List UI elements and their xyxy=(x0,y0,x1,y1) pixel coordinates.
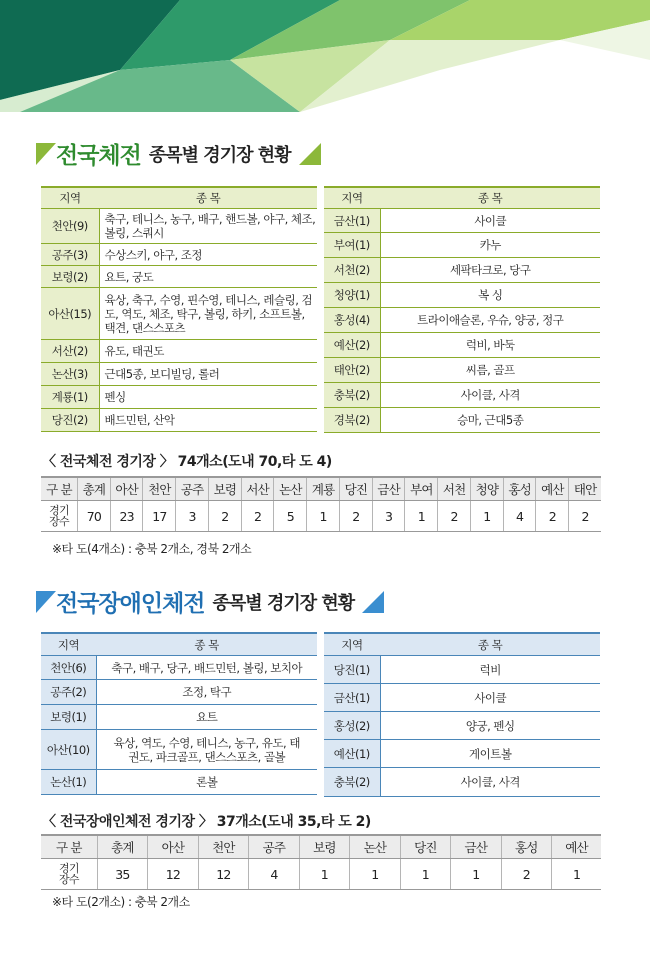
count-value: 2 xyxy=(569,501,601,532)
count-value: 12 xyxy=(148,859,198,890)
region-cell: 논산(1) xyxy=(41,770,96,795)
count-value: 2 xyxy=(438,501,471,532)
region-cell: 충북(2) xyxy=(324,768,380,797)
section1-title-big: 전국체전 xyxy=(56,143,141,169)
header-region: 지역 xyxy=(324,633,380,656)
count-label-line1: 경기 xyxy=(59,862,79,875)
sports-cell: 사이클, 사격 xyxy=(380,383,600,408)
section2-title-small: 종목별 경기장 현황 xyxy=(212,592,355,614)
region-cell: 태안(2) xyxy=(324,358,380,383)
sports-cell: 근대5종, 보디빌딩, 롤러 xyxy=(99,363,317,386)
header-sports: 종 목 xyxy=(96,633,317,656)
sports-cell: 양궁, 펜싱 xyxy=(380,712,600,740)
sports-cell: 육상, 역도, 수영, 테니스, 농구, 유도, 태권도, 파크골프, 댄스스포츠, 골볼 xyxy=(96,730,317,770)
sports-cell: 럭비 xyxy=(380,656,600,684)
count-header: 구 분 xyxy=(41,477,77,501)
count-value: 1 xyxy=(470,501,503,532)
sports-cell: 사이클, 사격 xyxy=(380,768,600,797)
count-value: 1 xyxy=(400,859,450,890)
count-value: 17 xyxy=(143,501,176,532)
count-header: 구 분 xyxy=(41,835,97,859)
sports-cell: 요트 xyxy=(96,705,317,730)
count-row-label xyxy=(41,501,77,532)
region-cell: 공주(3) xyxy=(41,244,99,266)
sports-cell: 승마, 근대5종 xyxy=(380,408,600,433)
sports-cell: 트라이애슬론, 우슈, 양궁, 정구 xyxy=(380,308,600,333)
region-cell: 천안(6) xyxy=(41,656,96,680)
header-sports: 종 목 xyxy=(380,633,600,656)
count-header: 당진 xyxy=(339,477,372,501)
header-sports: 종 목 xyxy=(99,187,317,209)
section2-note: ※타 도(2개소) : 충북 2개소 xyxy=(52,895,190,909)
count-header: 논산 xyxy=(274,477,307,501)
region-cell: 공주(2) xyxy=(41,680,96,705)
section1-title xyxy=(36,137,321,170)
region-cell: 청양(1) xyxy=(324,283,380,308)
count-value: 1 xyxy=(299,859,349,890)
region-cell: 당진(1) xyxy=(324,656,380,684)
count-value: 3 xyxy=(176,501,209,532)
sports-cell: 축구, 테니스, 농구, 배구, 핸드볼, 야구, 체조, 볼링, 스쿼시 xyxy=(99,209,317,244)
region-cell: 홍성(4) xyxy=(324,308,380,333)
count-header: 예산 xyxy=(536,477,569,501)
count-value: 1 xyxy=(307,501,340,532)
header-region: 지역 xyxy=(41,633,96,656)
count-header: 총계 xyxy=(97,835,147,859)
region-cell: 계룡(1) xyxy=(41,386,99,409)
region-cell: 보령(2) xyxy=(41,266,99,288)
section2-summary: 〈 전국장애인체전 경기장 〉 37개소(도내 35,타 도 2) xyxy=(42,814,371,830)
count-value: 70 xyxy=(77,501,110,532)
title-left-triangle-icon xyxy=(36,591,56,613)
section1-summary: 〈 전국체전 경기장 〉 74개소(도내 70,타 도 4) xyxy=(42,454,332,470)
count-label-line1: 경기 xyxy=(49,504,69,517)
region-cell: 보령(1) xyxy=(41,705,96,730)
count-value: 12 xyxy=(198,859,248,890)
count-value: 2 xyxy=(339,501,372,532)
region-cell: 천안(9) xyxy=(41,209,99,244)
count-label-line2: 장수 xyxy=(59,873,79,886)
region-cell: 홍성(2) xyxy=(324,712,380,740)
sports-cell: 론볼 xyxy=(96,770,317,795)
section2-title xyxy=(36,585,384,618)
title-left-triangle-icon xyxy=(36,143,56,165)
region-cell: 충북(2) xyxy=(324,383,380,408)
region-cell: 예산(2) xyxy=(324,333,380,358)
sports-cell: 카누 xyxy=(380,233,600,258)
count-row-label xyxy=(41,859,97,890)
region-cell: 논산(3) xyxy=(41,363,99,386)
region-cell: 경북(2) xyxy=(324,408,380,433)
region-cell: 금산(1) xyxy=(324,684,380,712)
count-value: 4 xyxy=(249,859,299,890)
header-sports: 종 목 xyxy=(380,187,600,209)
region-cell: 아산(10) xyxy=(41,730,96,770)
region-cell: 아산(15) xyxy=(41,288,99,340)
sports-cell: 펜싱 xyxy=(99,386,317,409)
section1-title-small: 종목별 경기장 현황 xyxy=(148,144,291,166)
sports-cell: 사이클 xyxy=(380,209,600,233)
region-cell: 당진(2) xyxy=(41,409,99,432)
count-header: 천안 xyxy=(198,835,248,859)
title-right-triangle-icon xyxy=(299,143,321,165)
title-right-triangle-icon xyxy=(362,591,384,613)
sports-cell: 럭비, 바둑 xyxy=(380,333,600,358)
count-header: 금산 xyxy=(451,835,501,859)
count-header: 금산 xyxy=(372,477,405,501)
section2-left-table xyxy=(41,632,317,795)
sports-cell: 배드민턴, 산악 xyxy=(99,409,317,432)
header-region: 지역 xyxy=(324,187,380,209)
count-header: 총계 xyxy=(77,477,110,501)
count-value: 3 xyxy=(372,501,405,532)
count-header: 공주 xyxy=(176,477,209,501)
count-value: 2 xyxy=(208,501,241,532)
region-cell: 부여(1) xyxy=(324,233,380,258)
count-header: 논산 xyxy=(350,835,400,859)
sports-cell: 사이클 xyxy=(380,684,600,712)
sports-cell: 수상스키, 야구, 조정 xyxy=(99,244,317,266)
sports-cell: 요트, 궁도 xyxy=(99,266,317,288)
sports-cell: 게이트볼 xyxy=(380,740,600,768)
section2-count-table xyxy=(41,834,601,890)
section1-note: ※타 도(4개소) : 충북 2개소, 경북 2개소 xyxy=(52,542,252,556)
sports-cell: 축구, 배구, 당구, 배드민턴, 볼링, 보치아 xyxy=(96,656,317,680)
count-value: 2 xyxy=(501,859,551,890)
count-header: 홍성 xyxy=(503,477,536,501)
decorative-banner xyxy=(0,0,650,112)
region-cell: 서산(2) xyxy=(41,340,99,363)
count-value: 1 xyxy=(451,859,501,890)
count-value: 1 xyxy=(405,501,438,532)
count-value: 1 xyxy=(552,859,601,890)
region-cell: 서천(2) xyxy=(324,258,380,283)
count-value: 23 xyxy=(110,501,143,532)
sports-cell: 유도, 태권도 xyxy=(99,340,317,363)
count-header: 예산 xyxy=(552,835,601,859)
count-value: 2 xyxy=(536,501,569,532)
count-value: 2 xyxy=(241,501,274,532)
count-header: 계룡 xyxy=(307,477,340,501)
count-header: 보령 xyxy=(208,477,241,501)
count-header: 아산 xyxy=(110,477,143,501)
header-region: 지역 xyxy=(41,187,99,209)
sports-cell: 씨름, 골프 xyxy=(380,358,600,383)
region-cell: 예산(1) xyxy=(324,740,380,768)
sports-cell: 세팍타크로, 당구 xyxy=(380,258,600,283)
sports-cell: 조정, 탁구 xyxy=(96,680,317,705)
count-header: 아산 xyxy=(148,835,198,859)
count-header: 당진 xyxy=(400,835,450,859)
count-header: 홍성 xyxy=(501,835,551,859)
section1-left-table xyxy=(41,186,317,432)
count-label-line2: 장수 xyxy=(49,515,69,528)
region-cell: 금산(1) xyxy=(324,209,380,233)
count-value: 5 xyxy=(274,501,307,532)
sports-cell: 육상, 축구, 수영, 핀수영, 테니스, 레슬링, 검도, 역도, 체조, 탁구, 볼링, 하키, 소프트볼, 택견, 댄스스포츠 xyxy=(99,288,317,340)
count-header: 공주 xyxy=(249,835,299,859)
count-header: 부여 xyxy=(405,477,438,501)
count-header: 보령 xyxy=(299,835,349,859)
count-header: 태안 xyxy=(569,477,601,501)
count-header: 서천 xyxy=(438,477,471,501)
section2-right-table xyxy=(324,632,600,797)
section1-count-table xyxy=(41,476,601,532)
count-header: 서산 xyxy=(241,477,274,501)
count-value: 4 xyxy=(503,501,536,532)
count-value: 35 xyxy=(97,859,147,890)
count-value: 1 xyxy=(350,859,400,890)
section2-title-big: 전국장애인체전 xyxy=(56,591,205,617)
count-header: 천안 xyxy=(143,477,176,501)
section1-right-table xyxy=(324,186,600,433)
count-header: 청양 xyxy=(470,477,503,501)
sports-cell: 복 싱 xyxy=(380,283,600,308)
